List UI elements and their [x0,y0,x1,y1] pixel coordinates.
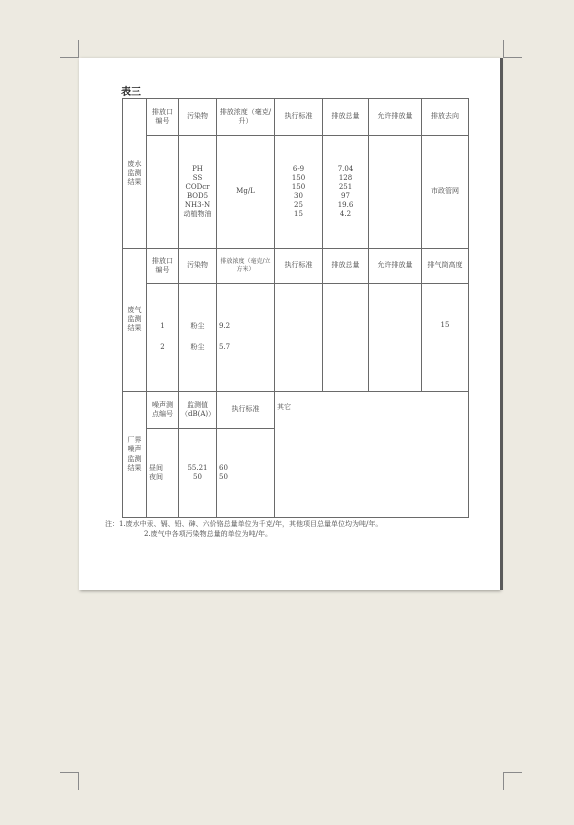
standard-list: 6-9 150 150 30 25 15 [275,135,323,248]
note-1: 注：1.废水中汞、镉、铅、砷、六价铬总量单位为千克/年，其他项目总量单位均为吨/年。 [105,520,383,528]
standard-list: 60 50 [217,428,275,517]
other-cell: 其它 [275,392,469,518]
col-header: 执行标准 [217,392,275,429]
col-header: 执行标准 [275,99,323,136]
table-notes [105,519,475,539]
col-header: 允许排放量 [369,248,422,283]
col-header: 噪声测点编号 [147,392,179,429]
crop-mark [60,772,79,773]
stack-height-cell: 15 [422,283,469,392]
pollutant-list: PH SS CODcr BOD5 NH3-N 动植物油 [179,135,217,248]
crop-mark [60,57,79,58]
col-header: 排放口编号 [147,99,179,136]
port-list: 1 2 [147,283,179,392]
crop-mark [503,57,522,58]
noise-section-label: 厂界噪声监测结果 [123,392,147,518]
allowed-cell [369,283,422,392]
table-title: 表三 [121,87,141,98]
pollutant-list: 粉尘 粉尘 [179,283,217,392]
col-header: 执行标准 [275,248,323,283]
wastewater-data-row [123,135,469,248]
period-list: 昼间 夜间 [147,428,179,517]
port-cell [147,135,179,248]
allowed-cell [369,135,422,248]
note-2: 2.废气中各项污染物总量的单位为吨/年。 [144,530,273,539]
page-edge [500,58,503,590]
crop-mark [503,40,504,58]
col-header: 排放总量 [323,99,369,136]
col-header: 排放浓度（毫克/立方米） [217,248,275,283]
crop-mark [503,772,522,773]
destination-cell: 市政管网 [422,135,469,248]
crop-mark [503,772,504,790]
standard-cell [275,283,323,392]
col-header: 排气筒高度 [422,248,469,283]
col-header: 允许排放量 [369,99,422,136]
concentration-unit: Mg/L [217,135,275,248]
total-cell [323,283,369,392]
col-header: 排放口编号 [147,248,179,283]
crop-mark [78,772,79,790]
exhaust-data-row [123,283,469,392]
monitoring-table [122,98,469,518]
document-page [79,58,500,590]
exhaust-section-label: 废气监测结果 [123,248,147,391]
total-list: 7.04 128 251 97 19.6 4.2 [323,135,369,248]
noise-header-row [123,392,469,429]
col-header: 排放浓度（毫克/升） [217,99,275,136]
wastewater-section-label: 废水监测结果 [123,99,147,249]
col-header: 排放总量 [323,248,369,283]
col-header: 污染物 [179,248,217,283]
col-header: 监测值（dB(A)） [179,392,217,429]
value-list: 55.21 50 [179,428,217,517]
concentration-list: 9.2 5.7 [217,283,275,392]
exhaust-header-row [123,248,469,283]
col-header: 污染物 [179,99,217,136]
col-header: 排放去向 [422,99,469,136]
wastewater-header-row [123,99,469,136]
crop-mark [78,40,79,58]
